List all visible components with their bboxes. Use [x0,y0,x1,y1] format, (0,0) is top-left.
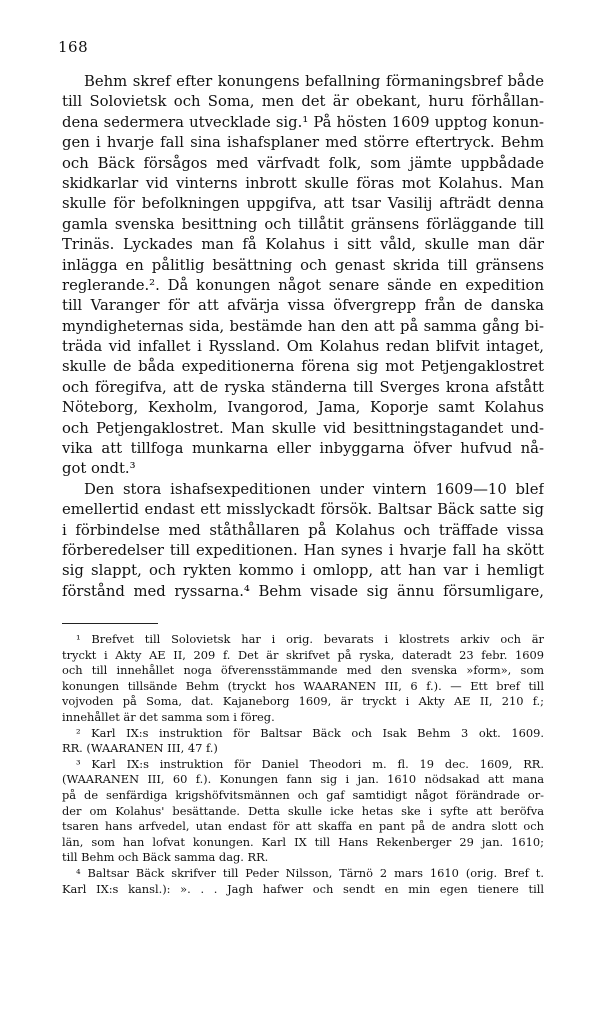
text-line: och föregifva, att de ryska ständerna till Sverges krona afstått [62,378,544,396]
footnote-line: ³ Karl IX:s instruktion för Daniel Theodori m. fl. 19 dec. 1609, RR. [76,756,544,771]
text-line: sig slappt, och rykten kommo i omlopp, att han var i hemligt [62,562,544,580]
footnote-line: tsaren hans arfvedel, utan endast för att skaffa en pant på de andra slott och [62,819,544,834]
footnote-line: och till innehållet noga öfverensstämmande med den svenska »form», som [62,663,544,678]
footnotes [62,632,544,897]
text-line: vika att tillfoga munkarna eller inbyggarna öfver hufvud nå- [62,440,544,458]
text-line: och Bäck försågos med värfvadt folk, som jämte uppbådade [62,154,544,172]
text-line: skidkarlar vid vinterns inbrott skulle föras mot Kolahus. Man [62,174,544,192]
text-line: Trinäs. Lyckades man få Kolahus i sitt våld, skulle man där [62,236,544,254]
text-line: till Solovietsk och Soma, men det är obekant, huru förhållan- [62,93,544,111]
text-line: i förbindelse med ståthållaren på Kolahus och träffade vissa [62,521,544,539]
text-line: reglerande.². Då konungen något senare sände en expedition [62,276,544,294]
text-line: gen i hvarje fall sina ishafsplaner med större eftertryck. Behm [62,134,544,152]
footnote-line: tryckt i Akty AE II, 209 f. Det är skrifvet på ryska, dateradt 23 febr. 1609 [62,647,544,662]
text-line: till Varanger för att afvärja vissa öfvergrepp från de danska [62,297,544,315]
footnote-line: innehållet är det samma som i föreg. [62,709,275,724]
footnote-divider [62,623,158,624]
footnote-line: vojvoden på Soma, dat. Kajaneborg 1609, är tryckt i Akty AE II, 210 f.; [62,694,544,709]
text-line: Nöteborg, Kexholm, Ivangorod, Jama, Koporje samt Kolahus [62,399,544,417]
text-line: skulle för befolkningen uppgifva, att tsar Vasilij afträdt denna [62,195,544,213]
text-line: förberedelser till expeditionen. Han synes i hvarje fall ha skött [62,541,544,559]
text-line: gamla svenska besittning och tillåtit gränsens förläggande till [62,215,544,233]
text-line: emellertid endast ett misslyckadt försök. Baltsar Bäck satte sig [62,501,544,519]
footnote-line: konungen tillsände Behm (tryckt hos WAARANEN III, 6 f.). — Ett bref till [62,678,544,693]
footnote-line: ⁴ Baltsar Bäck skrifver till Peder Nilsson, Tärnö 2 mars 1610 (orig. Bref t. [76,865,544,880]
text-line: inlägga en pålitlig besättning och genast skrida till gränsens [62,256,544,274]
footnote-line: till Behm och Bäck samma dag. RR. [62,850,269,865]
text-line: Behm skref efter konungens befallning förmaningsbref både [84,73,544,90]
text-line: skulle de båda expeditionerna förena sig mot Petjengaklostret [62,358,544,376]
body-text [62,72,544,602]
footnote-line: ² Karl IX:s instruktion för Baltsar Bäck och Isak Behm 3 okt. 1609. [76,725,544,740]
text-line: träda vid infallet i Ryssland. Om Kolahus redan blifvit intaget, [62,338,544,356]
text-line: myndigheternas sida, bestämde han den att på samma gång bi- [62,317,544,335]
footnote-line: RR. (WAARANEN III, 47 f.) [62,741,218,756]
footnote-line: (WAARANEN III, 60 f.). Konungen fann sig i jan. 1610 nödsakad att mana [62,772,544,787]
text-line: got ondt.³ [62,460,136,478]
text-line: förstånd med ryssarna.⁴ Behm visade sig ännu försumligare, [62,582,544,600]
text-line: Den stora ishafsexpeditionen under vintern 1609—10 blef [84,480,544,498]
footnote-line: län, som han lofvat konungen. Karl IX till Hans Rekenberger 29 jan. 1610; [62,834,544,849]
footnote-line: ¹ Brefvet till Solovietsk har i orig. bevarats i klostrets arkiv och är [76,632,544,646]
page-number: 168 [58,38,89,56]
footnote-line: Karl IX:s kansl.): ». . . Jagh hafwer och sendt en min egen tienere till [62,881,544,896]
footnote-line: der om Kolahus' besättande. Detta skulle icke hetas ske i syfte att beröfva [62,803,544,818]
footnote-line: på de senfärdiga krigshöfvitsmännen och gaf samtidigt något förändrade or- [62,787,544,802]
text-line: dena sedermera utvecklade sig.¹ På hösten 1609 upptog konun- [62,113,544,131]
text-line: och Petjengaklostret. Man skulle vid besittningstagandet und- [62,419,544,437]
